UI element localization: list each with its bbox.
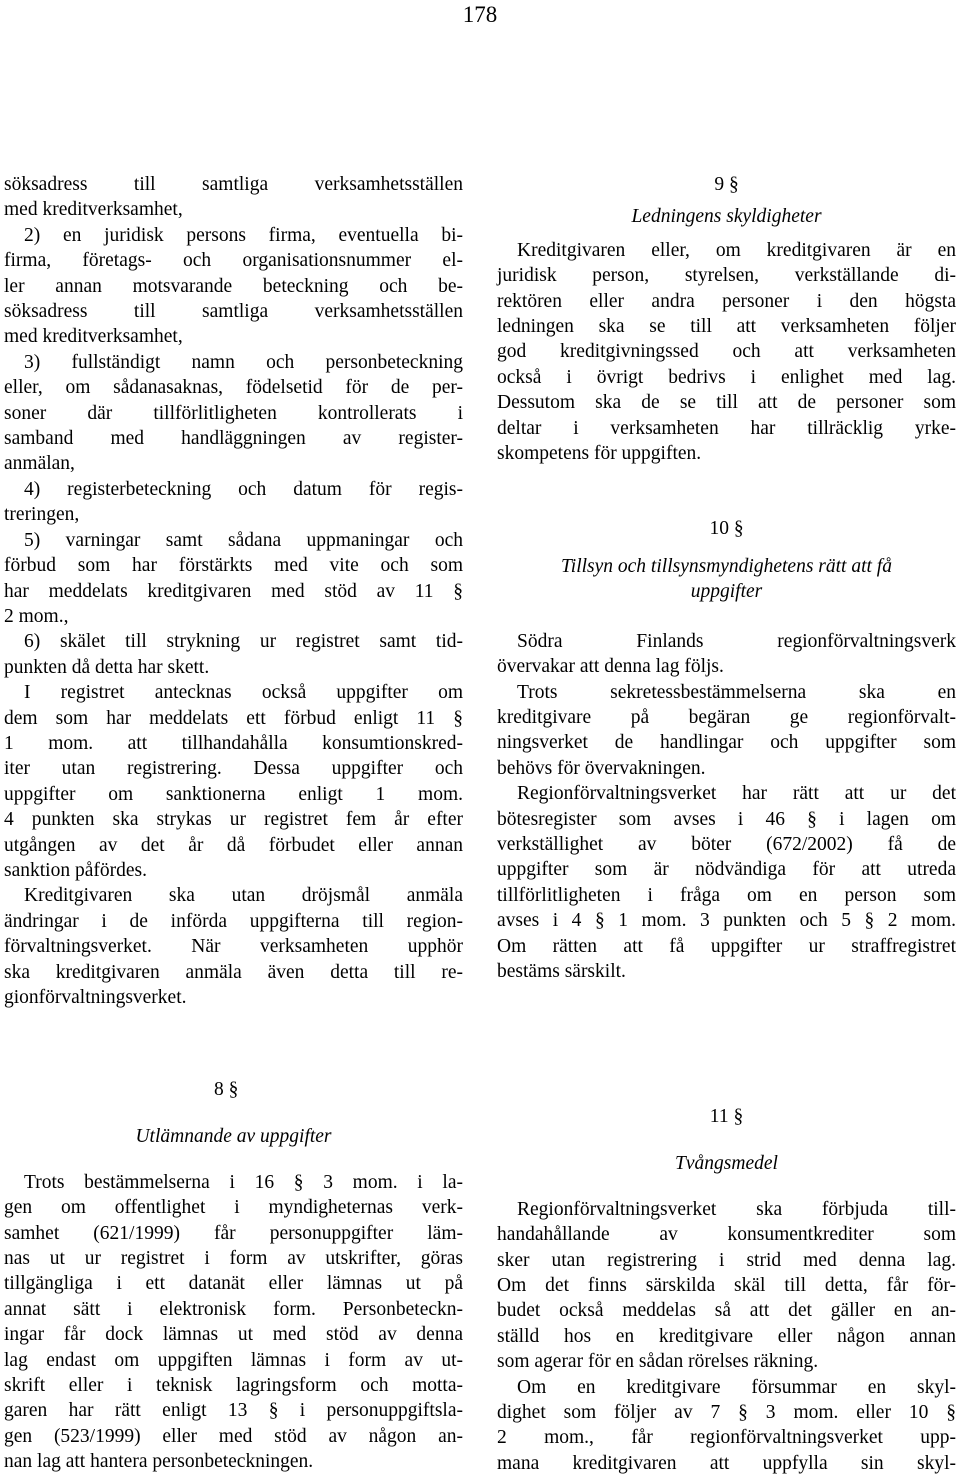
text-line: soner där tillförlitligheten kontrollerats i	[4, 402, 463, 424]
text-line: ställd hos en kreditgivare eller någon annan	[497, 1325, 956, 1347]
text-line: med kreditverksamhet,	[4, 199, 183, 221]
text-line: treringen,	[4, 504, 80, 526]
text-line: uppgifter om sanktionerna enligt 1 mom.	[4, 783, 463, 805]
section-8-title: Utlämnande av uppgifter	[135, 1126, 332, 1148]
text-line: dighet som följer av 7 § 3 mom. eller 10 §	[497, 1402, 956, 1424]
text-line: 6) skälet till strykning ur registret samt tid-	[24, 631, 463, 653]
text-line: Om rätten att få uppgifter ur straffregistret	[497, 935, 956, 957]
text-line: ska kreditgivaren anmäla även detta till re-	[4, 961, 463, 983]
section-10-number: 10 §	[709, 518, 744, 540]
text-line: bötesregister som avses i 46 § i lagen om	[497, 808, 956, 830]
section-10-title-line-1: Tillsyn och tillsynsmyndighetens rätt att få	[561, 555, 892, 577]
text-line: 2 mom.,	[4, 605, 69, 627]
text-line: handahållande av konsumentkrediter som	[497, 1224, 956, 1246]
right-column-top	[497, 172, 956, 984]
text-line: tillförlitligheten i fråga om en person som	[497, 884, 956, 906]
text-line: Om det finns särskilda skäl till detta, får för-	[497, 1275, 956, 1297]
text-line: samhet (621/1999) får personuppgifter läm-	[4, 1222, 463, 1244]
text-line: nan lag att hantera personbeteckningen.	[4, 1451, 314, 1473]
text-line: firma, företags- och organisationsnummer el-	[4, 250, 463, 272]
text-line: juridisk person, styrelsen, verkställande di-	[497, 265, 956, 287]
text-line: mana kreditgivaren att uppfylla sin skyl-	[497, 1452, 956, 1474]
section-9-body	[497, 238, 956, 467]
text-line: sanktion påfördes.	[4, 859, 147, 881]
text-line: annat sätt i elektronisk form. Personbeteckn-	[4, 1298, 463, 1320]
text-line: Dessutom ska de se till att de personer som	[497, 392, 956, 414]
section-11-title: Tvångsmedel	[675, 1153, 778, 1175]
text-line: Trots bestämmelserna i 16 § 3 mom. i la-	[24, 1171, 463, 1193]
text-line: punkten då detta har skett.	[4, 656, 210, 678]
text-line: förbud som har förstärkts med vite och som	[4, 555, 463, 577]
section-10-title-line-2: uppgifter	[690, 581, 763, 603]
text-line: 4) registerbeteckning och datum för regis-	[24, 478, 463, 500]
text-line: verkställighet av böter (672/2002) få de	[497, 833, 956, 855]
text-line: Södra Finlands regionförvaltningsverk	[517, 630, 956, 652]
text-line: bestäms särskilt.	[497, 960, 626, 982]
text-line: rektören eller andra personer i den högsta	[497, 290, 956, 312]
text-line: garen har rätt enligt 13 § i personuppgiftsla-	[4, 1400, 463, 1422]
text-line: nas ut ur registret i form av utskrifter, göras	[4, 1248, 463, 1270]
page-number: 178	[462, 2, 498, 27]
text-line: Kreditgivaren ska utan dröjsmål anmäla	[24, 885, 463, 907]
text-line: förvaltningsverket. När verksamheten upphör	[4, 936, 463, 958]
section-8-body	[4, 1170, 463, 1475]
text-line: I registret antecknas också uppgifter om	[24, 682, 463, 704]
text-line: 1 mom. att tillhandahålla konsumtionskred-	[4, 732, 463, 754]
text-line: också i övrigt bedrivs i enlighet med lag.	[497, 366, 956, 388]
text-line: lag endast om uppgiften lämnas i form av ut-	[4, 1349, 463, 1371]
text-line: anmälan,	[4, 453, 75, 475]
section-9-title: Ledningens skyldigheter	[631, 206, 822, 228]
text-line: behövs för övervakningen.	[497, 757, 706, 779]
left-column-top	[4, 172, 463, 1010]
text-line: god kreditgivningssed och att verksamheten	[497, 341, 956, 363]
section-11-body	[497, 1197, 956, 1476]
text-line: samband med handläggningen av register-	[4, 428, 463, 450]
text-line: Regionförvaltningsverket har rätt att ur det	[517, 783, 956, 805]
text-line: avses i 4 § 1 mom. 3 punkten och 5 § 2 mom.	[497, 910, 956, 932]
text-line: som agerar för en sådan rörelses räkning.	[497, 1351, 819, 1373]
text-line: 2) en juridisk persons firma, eventuella bi-	[24, 224, 463, 246]
text-line: budet också meddelas så att det gäller en an-	[497, 1300, 956, 1322]
text-line: ningsverket de handlingar och uppgifter som	[497, 732, 956, 754]
text-line: skrift eller i teknisk lagringsform och motta-	[4, 1375, 463, 1397]
text-line: deltar i verksamheten har tillräcklig yrke-	[497, 417, 956, 439]
text-line: har meddelats kreditgivaren med stöd av 11 §	[4, 580, 463, 602]
text-line: Trots sekretessbestämmelserna ska en	[517, 681, 956, 703]
section-9-number: 9 §	[714, 174, 739, 195]
text-line: utgången av det år då förbudet eller annan	[4, 834, 463, 856]
text-line: iter utan registrering. Dessa uppgifter och	[4, 758, 463, 780]
section-11-number: 11 §	[709, 1106, 744, 1127]
text-line: söksadress till samtliga verksamhetsställen	[4, 174, 463, 195]
text-line: ledningen ska se till att verksamheten följer	[497, 316, 956, 338]
text-line: söksadress till samtliga verksamhetsställen	[4, 301, 463, 323]
text-line: kreditgivare på begäran ge regionförvalt-	[497, 706, 956, 728]
text-line: skompetens för uppgiften.	[497, 443, 702, 465]
text-line: ingar får dock lämnas ut med stöd av denna	[4, 1324, 463, 1346]
section-10-body	[497, 629, 956, 985]
text-line: övervakar att denna lag följs.	[497, 656, 724, 678]
text-line: Regionförvaltningsverket ska förbjuda till-	[517, 1198, 956, 1220]
left-column-bottom	[4, 1077, 463, 1475]
text-line: eller, om sådanasaknas, födelsetid för de per-	[4, 377, 463, 399]
text-line: uppgifter som är nödvändiga för att utreda	[497, 859, 956, 881]
text-line: ler annan motsvarande beteckning och be-	[4, 275, 463, 297]
text-line: gen om offentlighet i myndigheternas verk-	[4, 1197, 463, 1219]
text-line: Om en kreditgivare försummar en skyl-	[517, 1376, 956, 1398]
text-line: dem som har meddelats ett förbud enligt 11 §	[4, 707, 463, 729]
text-line: Kreditgivaren eller, om kreditgivaren är en	[517, 239, 956, 261]
text-line: ändringar i de införda uppgifterna till region-	[4, 910, 463, 932]
text-line: med kreditverksamhet,	[4, 326, 183, 348]
section-8-number: 8 §	[214, 1079, 239, 1100]
right-column-bottom	[497, 1104, 956, 1476]
text-line: tillgängliga i ett datanät eller lämnas ut på	[4, 1273, 463, 1295]
text-line: gen (523/1999) eller med stöd av någon an-	[4, 1425, 463, 1447]
text-line: 2 mom., får regionförvaltningsverket upp-	[497, 1427, 956, 1449]
text-line: 3) fullständigt namn och personbeteckning	[24, 351, 463, 373]
text-line: 5) varningar samt sådana uppmaningar och	[24, 529, 463, 551]
text-line: gionförvaltningsverket.	[4, 987, 187, 1008]
text-line: sker utan registrering i strid med denna lag.	[497, 1249, 956, 1271]
text-line: 4 punkten ska strykas ur registret fem år efter	[4, 809, 463, 831]
